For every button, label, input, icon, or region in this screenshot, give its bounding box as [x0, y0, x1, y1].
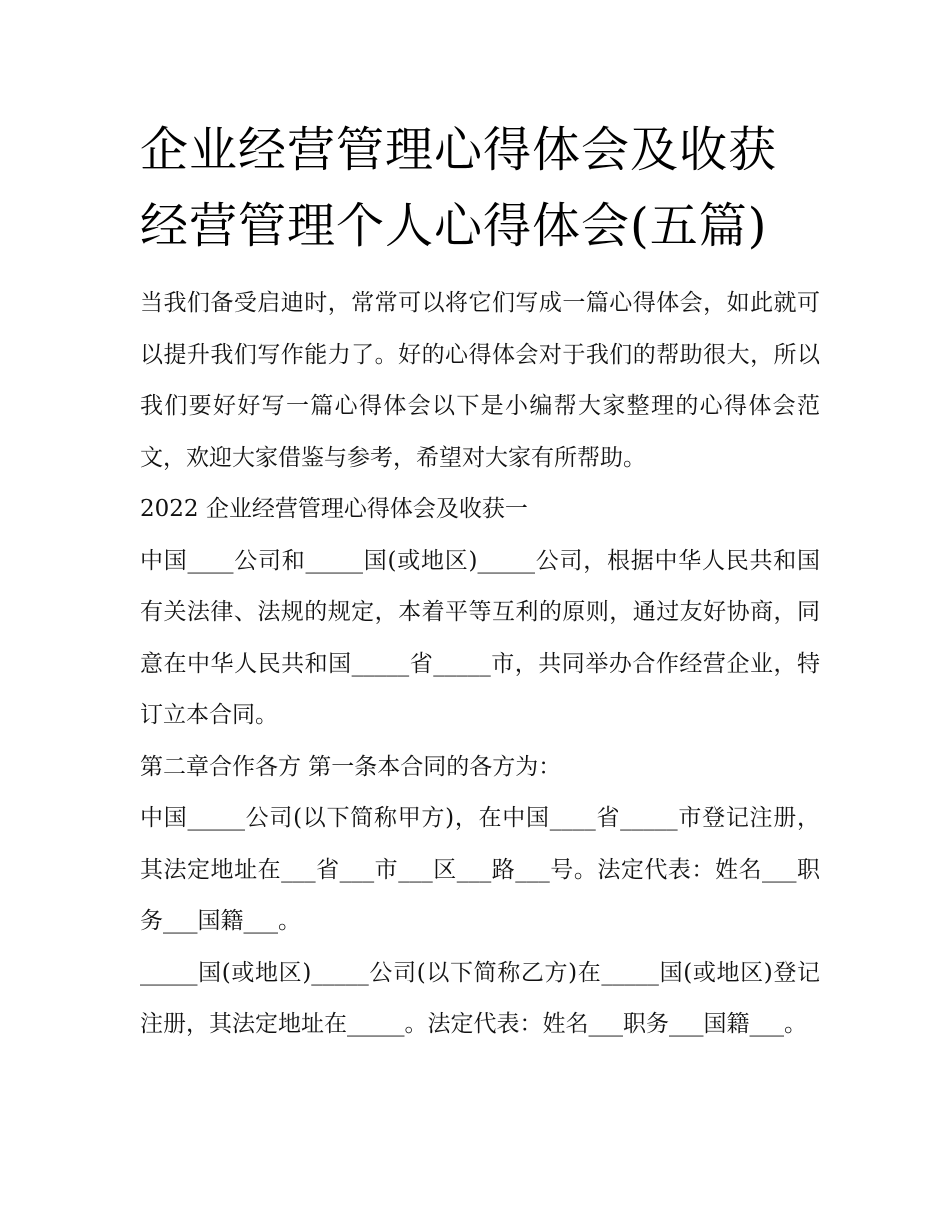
contract-paragraph-2: 中国_____公司(以下简称甲方)，在中国____省_____市登记注册，其法定地址在___省___市___区___路___号。法定代表：姓名___职务___国籍___。 — [140, 805, 820, 934]
title-line-2: 经营管理个人心得体会(五篇) — [140, 198, 768, 254]
section-heading: 2022 企业经营管理心得体会及收获一 — [140, 496, 528, 522]
title-line-1: 企业经营管理心得体会及收获 — [140, 122, 778, 178]
chapter-heading: 第二章合作各方 第一条本合同的各方为： — [140, 753, 562, 780]
document-title — [140, 112, 820, 264]
intro-paragraph: 当我们备受启迪时，常常可以将它们写成一篇心得体会，如此就可以提升我们写作能力了。好的心得体会对于我们的帮助很大，所以我们要好好写一篇心得体会以下是小编帮大家整理的心得体会范文，欢迎大家借鉴与参考，希望对大家有所帮助。 — [140, 290, 820, 471]
contract-paragraph-3: _____国(或地区)_____公司(以下简称乙方)在_____国(或地区)登记注册，其法定地址在_____。法定代表：姓名___职务___国籍___。 — [140, 959, 820, 1037]
document-page — [140, 112, 820, 1051]
contract-paragraph-1: 中国____公司和_____国(或地区)_____公司，根据中华人民共和国有关法律、法规的规定，本着平等互利的原则，通过友好协商，同意在中华人民共和国_____省_____市，共同举办合作经营企业，特订立本合同。 — [140, 547, 820, 728]
document-body — [140, 278, 820, 1051]
